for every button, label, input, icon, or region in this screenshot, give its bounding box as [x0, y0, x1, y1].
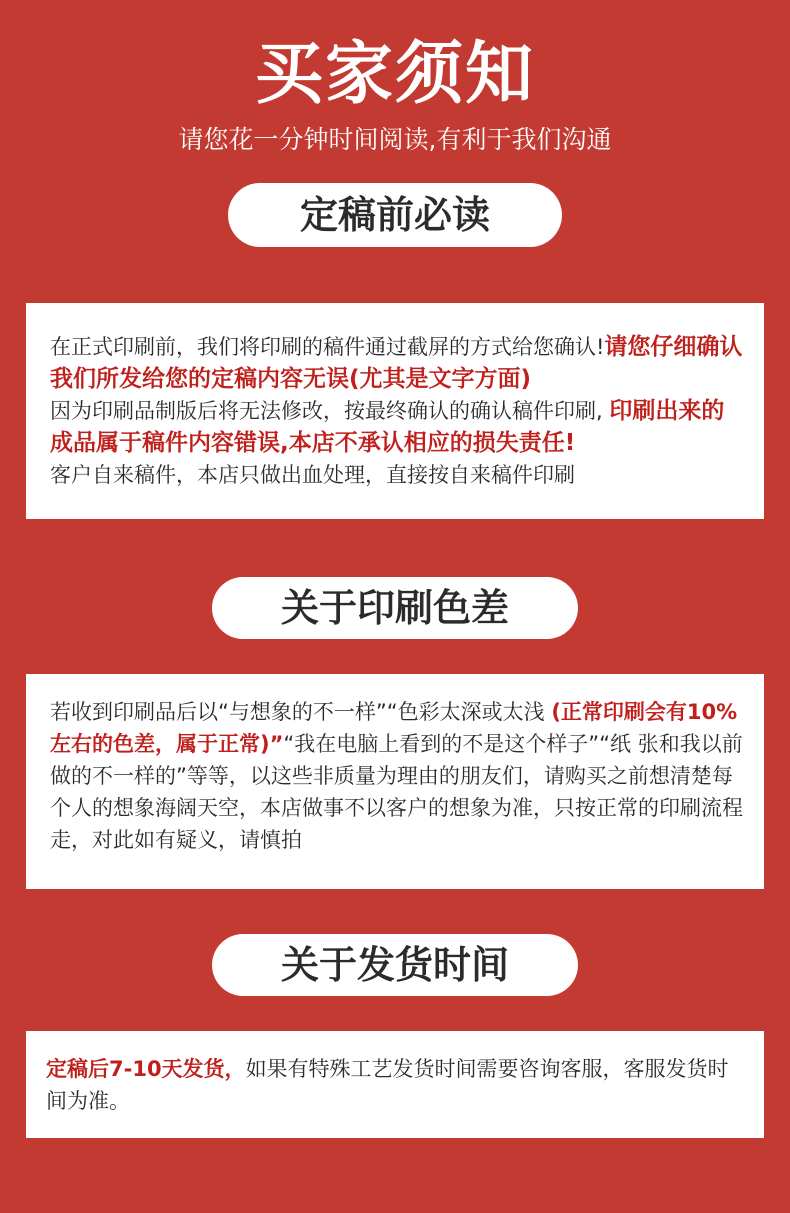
section-card-before-final [26, 303, 764, 519]
section-heading-before-final: 定稿前必读 [228, 183, 562, 247]
page-title: 买家须知 [254, 35, 535, 114]
section-card-shipping-time [26, 1031, 764, 1138]
section-heading-shipping-time: 关于发货时间 [212, 934, 578, 996]
card-text: 在正式印刷前，我们将印刷的稿件通过截屏的方式给您确认! [50, 335, 605, 359]
page-subtitle: 请您花一分钟时间阅读,有利于我们沟通 [178, 125, 612, 154]
card-text: 若收到印刷品后以“与想象的不一样”“色彩太深或太浅 [50, 700, 552, 724]
section-heading-color-difference: 关于印刷色差 [212, 577, 578, 639]
card-highlight: 定稿后7-10天发货， [46, 1057, 246, 1081]
card-highlight: 印刷出来的成品属于稿件内容错误,本店不承认相应的损失责任! [50, 398, 725, 456]
card-highlight: 请您仔细确认我们所发给您的定稿内容无误(尤其是文字方面) [50, 334, 743, 392]
card-text: 如果有特殊工艺发货时间需要咨询客服，客服发货时间为准。 [46, 1057, 729, 1113]
card-text: “我在电脑上看到的不是这个样子”“纸 张和我以前做的不一样的”等等，以这些非质量为理由的朋友们，请购买之前想清楚每个人的想象海阔天空，本店做事不以客户的想象为准，只按正常的印刷流程走，对此如有疑义，请慎拍 [50, 732, 743, 852]
section-card-color-difference [26, 674, 764, 889]
card-text: 客户自来稿件，本店只做出血处理，直接按自来稿件印刷 [50, 463, 575, 487]
card-text: 因为印刷品制版后将无法修改，按最终确认的确认稿件印刷, [50, 399, 610, 423]
card-highlight: (正常印刷会有10%左右的色差，属于正常)” [50, 700, 738, 756]
